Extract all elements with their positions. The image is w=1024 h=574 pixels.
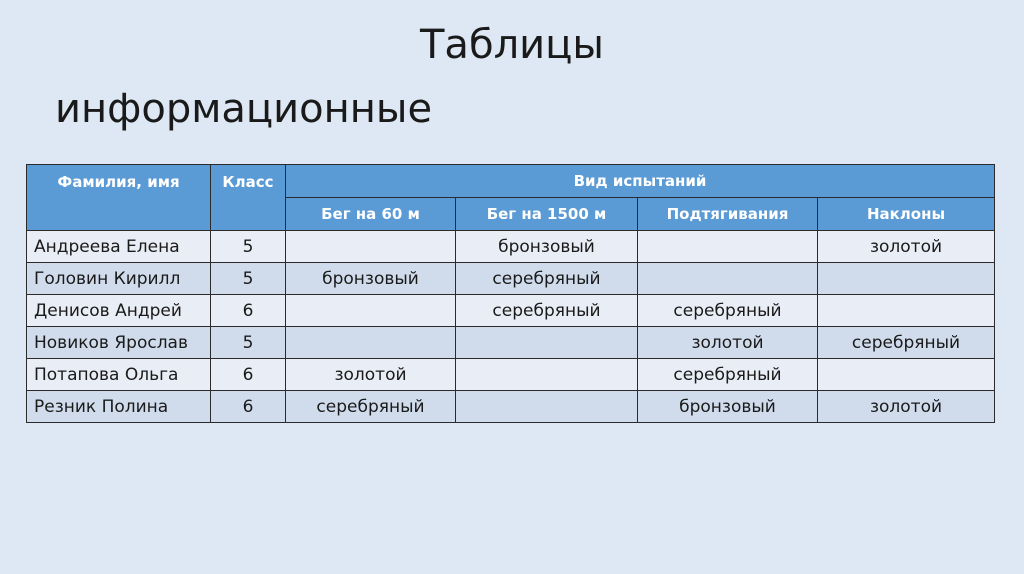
cell-name: Резник Полина [27, 391, 211, 423]
cell-result: золотой [818, 391, 995, 423]
cell-result [456, 327, 638, 359]
cell-result [818, 359, 995, 391]
cell-class: 6 [211, 359, 286, 391]
table-row [27, 359, 995, 391]
cell-result [456, 359, 638, 391]
cell-result [818, 263, 995, 295]
header-event-pullups: Подтягивания [638, 198, 818, 231]
header-event-group: Вид испытаний [286, 165, 995, 198]
table-row [27, 263, 995, 295]
header-event-bends: Наклоны [818, 198, 995, 231]
cell-result [456, 391, 638, 423]
cell-result: бронзовый [638, 391, 818, 423]
cell-result: золотой [286, 359, 456, 391]
slide-title: Таблицы [420, 22, 604, 68]
cell-result: бронзовый [456, 231, 638, 263]
cell-result: бронзовый [286, 263, 456, 295]
cell-result: серебряный [638, 359, 818, 391]
cell-result: серебряный [286, 391, 456, 423]
table-header-row [27, 165, 995, 198]
cell-name: Потапова Ольга [27, 359, 211, 391]
cell-class: 5 [211, 327, 286, 359]
header-class: Класс [211, 165, 286, 231]
results-table [26, 164, 995, 423]
cell-name: Андреева Елена [27, 231, 211, 263]
cell-result [818, 295, 995, 327]
cell-result: серебряный [456, 295, 638, 327]
cell-result: серебряный [818, 327, 995, 359]
header-event-run: Бег на 1500 м [456, 198, 638, 231]
cell-result [286, 295, 456, 327]
cell-result: золотой [818, 231, 995, 263]
cell-name: Денисов Андрей [27, 295, 211, 327]
cell-result: серебряный [638, 295, 818, 327]
header-event-sprint: Бег на 60 м [286, 198, 456, 231]
cell-result [286, 231, 456, 263]
cell-result [286, 327, 456, 359]
header-name: Фамилия, имя [27, 165, 211, 231]
cell-name: Новиков Ярослав [27, 327, 211, 359]
table-row [27, 231, 995, 263]
cell-class: 5 [211, 263, 286, 295]
cell-class: 5 [211, 231, 286, 263]
cell-result: золотой [638, 327, 818, 359]
cell-class: 6 [211, 391, 286, 423]
cell-result [638, 231, 818, 263]
slide-subtitle: информационные [55, 86, 433, 132]
table-row [27, 391, 995, 423]
cell-result [638, 263, 818, 295]
cell-result: серебряный [456, 263, 638, 295]
table-row [27, 295, 995, 327]
table-row [27, 327, 995, 359]
cell-class: 6 [211, 295, 286, 327]
cell-name: Головин Кирилл [27, 263, 211, 295]
